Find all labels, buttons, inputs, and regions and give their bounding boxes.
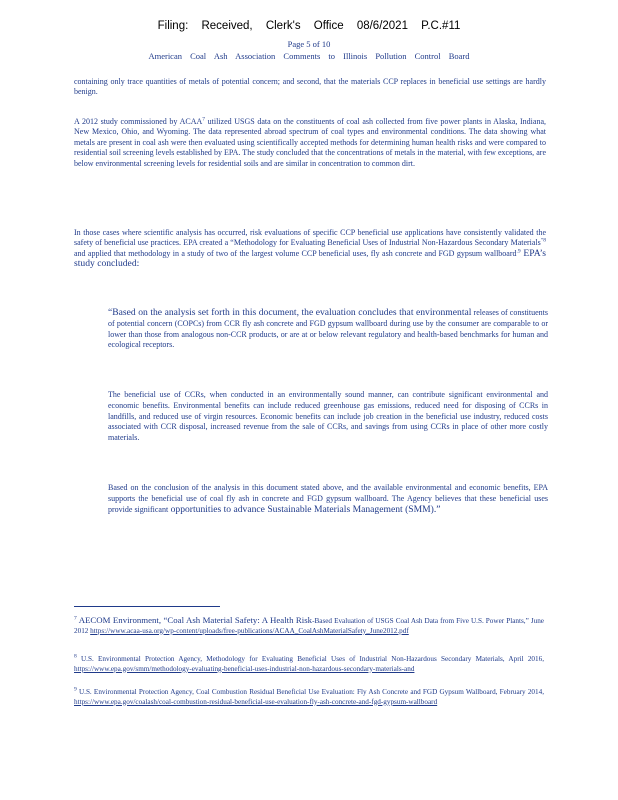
paragraph-3-text-c: EPA’s study concluded: <box>74 247 546 270</box>
footnote-7-link[interactable]: https://www.acaa-usa.org/wp-content/uploads/free-publications/ACAA_CoalAshMaterialSafety_June2012.pdf <box>90 626 409 635</box>
quote-1-lead: “Based on the analysis set forth in this document, the evaluation concludes that environmental <box>108 307 472 318</box>
footnote-8-number: 8 <box>74 653 77 660</box>
footnote-ref-7[interactable]: 7 <box>202 116 205 123</box>
footnote-7-number: 7 <box>74 615 77 622</box>
filing-stamp: Filing: Received, Clerk's Office 08/6/2021 P.C.#11 <box>157 20 461 32</box>
block-quote-3 <box>108 483 548 515</box>
footnote-9-link[interactable]: https://www.epa.gov/coalash/coal-combustion-residual-beneficial-use-evaluation-fly-ash-concrete-and-fgd-gypsum-wallboard <box>74 697 438 706</box>
footnote-8-link[interactable]: https://www.epa.gov/smm/methodology-evaluating-beneficial-uses-industrial-non-hazardous-secondary-materials-and <box>74 664 415 673</box>
footnote-9-text: U.S. Environmental Protection Agency, Coal Combustion Residual Beneficial Use Evaluation: Fly Ash Concrete and FGD Gypsum Wallboard, February 2014, <box>76 688 544 696</box>
paragraph-2 <box>74 117 546 169</box>
footnote-9 <box>74 688 544 707</box>
footnote-7 <box>74 616 544 636</box>
block-quote-2: The beneficial use of CCRs, when conducted in an environmentally sound manner, can contribute significant environmental and economic benefits. Environmental benefits can include reduced greenhouse gas emissions, reduced need for disposing of CCRs in landfills, and reduced use of virgin resources. Economic benefits can include job creation in the beneficial use industry, reduced costs associated with CCR disposal, increased revenue from the sale of CCRs, and savings from using CCRs in place of other more costly materials. <box>108 390 548 443</box>
paragraph-2-text-a: A 2012 study commissioned by ACAA <box>74 117 203 126</box>
paragraph-3-text-a: In those cases where scientific analysis has occurred, risk evaluations of specific CCP beneficial use applications have consistently validated the safety of beneficial use practices. EPA created a “Methodology for Evaluating Beneficial Uses of Industrial Non-Hazardous Secondary Materials <box>74 228 546 248</box>
running-header: American Coal Ash Association Comments to Illinois Pollution Control Board <box>148 51 470 61</box>
block-quote-1 <box>108 308 548 351</box>
footnote-9-number: 9 <box>74 686 77 693</box>
paragraph-1: containing only trace quantities of metals of potential concern; and second, that the materials CCP replaces in beneficial use settings are hardly benign. <box>74 77 546 97</box>
paragraph-2-text-b: utilized USGS data on the constituents of coal ash collected from five power plants in Alaska, Indiana, New Mexico, Ohio, and Wyoming. The data represented abroad spectrum of coal types and environmental conditions. The data showing what metals are present in coal ash were then evaluated using scientifically accepted methods for determining human health risks and were compared to residential soil screening levels established by EPA. The study concluded that the concentrations of metals in the material, with few exceptions, are below environmental screening levels for residential soils and are similar in concentration to common dirt. <box>74 117 546 168</box>
footnote-ref-8[interactable]: ”8 <box>540 237 546 244</box>
page-number: Page 5 of 10 <box>287 39 331 49</box>
quote-3-closing: opportunities to advance Sustainable Materials Management (SMM).” <box>168 503 441 515</box>
paragraph-3-text-b: and applied that methodology in a study of two of the largest volume CCP beneficial uses, fly ash concrete and FGD gypsum wallboard <box>74 248 517 258</box>
footnote-7-text: -Based Evaluation of USGS Coal Ash Data from Five U.S. Power Plants,” June 2012 <box>74 617 544 635</box>
footnote-ref-9[interactable]: .9 <box>516 248 521 255</box>
quote-3-text: Based on the conclusion of the analysis in this document stated above, and the available environmental and economic benefits, EPA supports the beneficial use of coal fly ash in concrete and FGD gypsum wallboard. The Agency believes that these beneficial uses provide significant <box>108 483 548 514</box>
footnote-divider <box>74 606 220 607</box>
footnote-7-title: AECOM Environment, “Coal Ash Material Safety: A Health Risk <box>76 615 313 625</box>
quote-1-rest: releases of constituents of potential concern (COPCs) from CCR fly ash concrete and FGD gypsum wallboard during use by the consumer are comparable to or lower than those from analogous non-CCR products, or are at or below relevant regulatory and health-based benchmarks for human and ecological receptors. <box>108 308 548 350</box>
paragraph-3 <box>74 228 546 270</box>
footnote-8 <box>74 655 544 674</box>
footnote-8-text: U.S. Environmental Protection Agency, Methodology for Evaluating Beneficial Uses of Industrial Non-Hazardous Secondary Materials, April 2016, <box>76 655 544 663</box>
